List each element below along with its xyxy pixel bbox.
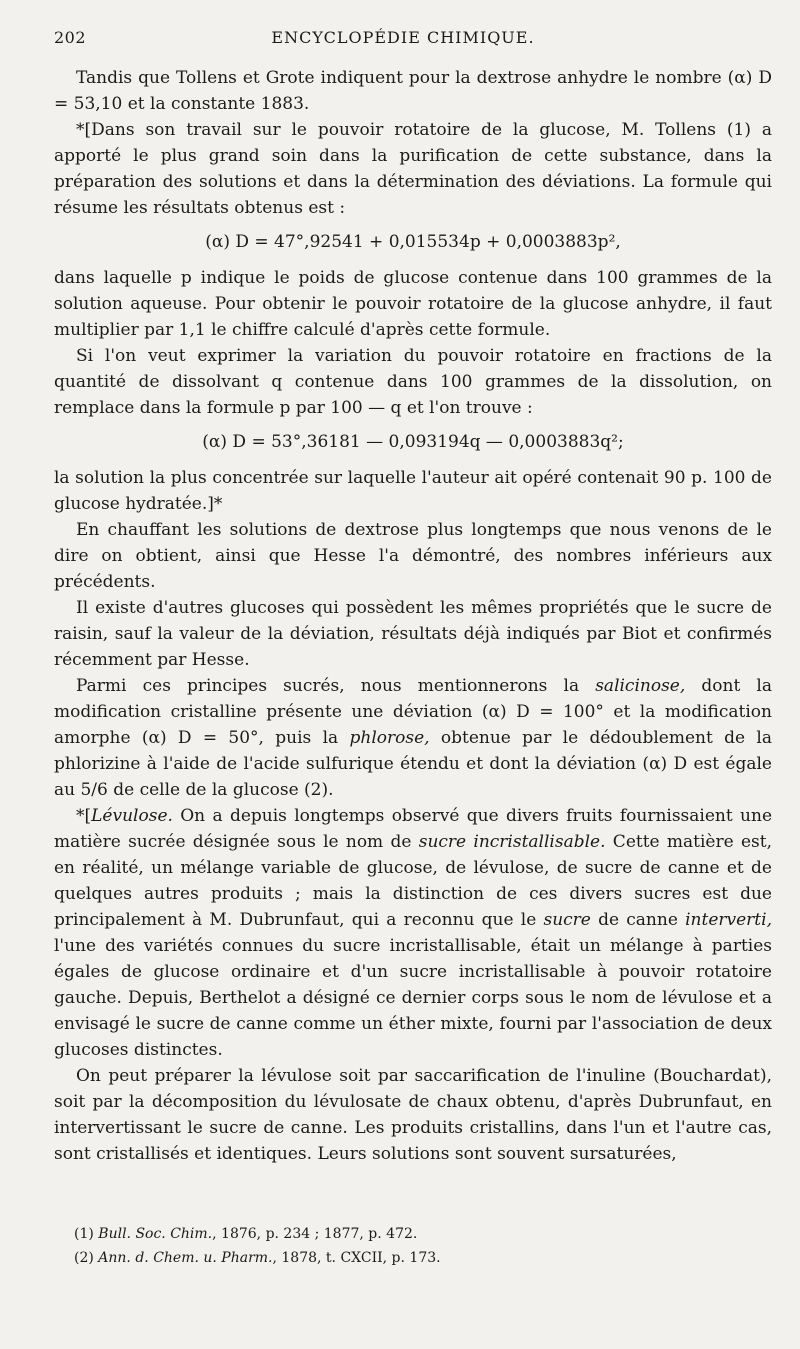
- footnote-number: (2): [74, 1250, 99, 1266]
- text-segment: Parmi ces principes sucrés, nous mentionnerons la: [76, 676, 596, 696]
- paragraph-salicinose-phlorose: [54, 673, 772, 803]
- paragraph-formula-explanation: dans laquelle p indique le poids de glucose contenue dans 100 grammes de la solution aqueuse. Pour obtenir le pouvoir rotatoire de la glucose anhydre, il faut multiplier par 1,1 le chiffre calculé d'après cette formule.: [54, 268, 772, 340]
- running-title: ENCYCLOPÉDIE CHIMIQUE.: [271, 28, 535, 47]
- text-segment: de canne: [590, 910, 686, 930]
- text-segment: On a depuis longtemps observé que divers fruits fournissaient une matière sucrée désignée sous le nom de: [54, 806, 772, 852]
- paragraph-levulose: [54, 803, 772, 1063]
- text-segment: obtenue par le dédoublement de la phlorizine à l'aide de l'acide sulfurique étendu et dont la déviation (α) D est égale au 5/6 de celle de la glucose (2).: [54, 728, 772, 800]
- paragraph-solvent-fraction: Si l'on veut exprimer la variation du pouvoir rotatoire en fractions de la quantité de dissolvant q contenue dans 100 grammes de la dissolution, on remplace dans la formule p par 100 — q et l'on trouve :: [54, 346, 772, 418]
- term-salicinose: salicinose,: [595, 676, 686, 696]
- footnote-1: [74, 1222, 441, 1246]
- paragraph-levulose-preparation: On peut préparer la lévulose soit par saccarification de l'inuline (Bouchardat), soit par la décomposition du lévulosate de chaux obtenu, d'après Dubrunfaut, en intervertissant le sucre de canne. Les produits cristallins, dans l'un et l'autre cas, sont cristallisés et identiques. Leurs solutions sont souvent sursaturées,: [54, 1066, 772, 1164]
- text-segment: l'une des variétés connues du sucre incristallisable, était un mélange à parties égales de glucose ordinaire et d'un sucre incristallisable à pouvoir rotatoire gauche. Depuis, Berthelot a désigné ce dernier corps sous le nom de lévulose et a envisagé le sucre de canne comme un éther mixte, fourni par l'association de deux glucoses distinctes.: [54, 936, 772, 1060]
- term-phlorose: phlorose,: [349, 728, 430, 748]
- term-sucre-incristallisable: sucre incristallisable.: [418, 832, 606, 852]
- term-interverti: interverti,: [685, 910, 772, 930]
- paragraph-other-glucoses: Il existe d'autres glucoses qui possèdent les mêmes propriétés que le sucre de raisin, sauf la valeur de la déviation, résultats déjà indiqués par Biot et confirmés récemment par Hesse.: [54, 598, 772, 670]
- footnote-2: [74, 1246, 441, 1270]
- text-segment: *[: [76, 806, 92, 826]
- paragraph-heating-solutions: En chauffant les solutions de dextrose plus longtemps que nous venons de le dire on obtient, ainsi que Hesse l'a démontré, des nombres inférieurs aux précédents.: [54, 520, 772, 592]
- footnote-journal: Bull. Soc. Chim.: [98, 1226, 213, 1242]
- page-number: 202: [54, 28, 87, 47]
- paragraph-tollens-grote: Tandis que Tollens et Grote indiquent pour la dextrose anhydre le nombre (α) D = 53,10 et la constante 1883.: [54, 68, 772, 114]
- text-segment: dont la modification cristalline présente une déviation (α) D = 100° et la modification amorphe (α) D = 50°, puis la: [54, 676, 772, 748]
- text-segment: Cette matière est, en réalité, un mélange variable de glucose, de lévulose, de sucre de canne et de quelques autres produits ; mais la distinction de ces divers sucres est due principalement à M. Dubrunfaut, qui a reconnu que le: [54, 832, 772, 930]
- footnote-number: (1): [74, 1226, 99, 1242]
- footnote-journal: Ann. d. Chem. u. Pharm.: [98, 1250, 273, 1266]
- formula-rotatory-power-p: (α) D = 47°,92541 + 0,015534p + 0,0003883p²,: [205, 232, 621, 252]
- paragraph-concentrated-solution: la solution la plus concentrée sur laquelle l'auteur ait opéré contenait 90 p. 100 de glucose hydratée.]*: [54, 468, 772, 514]
- page-header: [54, 28, 772, 47]
- page-body: [54, 65, 772, 1167]
- paragraph-tollens-work: *[Dans son travail sur le pouvoir rotatoire de la glucose, M. Tollens (1) a apporté le plus grand soin dans la purification de cette substance, dans la préparation des solutions et dans la détermination des déviations. La formule qui résume les résultats obtenus est :: [54, 120, 772, 218]
- formula-rotatory-power-q: (α) D = 53°,36181 — 0,093194q — 0,0003883q²;: [202, 432, 624, 452]
- term-levulose: Lévulose.: [91, 806, 173, 826]
- footnote-reference: , 1878, t. CXCII, p. 173.: [272, 1250, 441, 1266]
- footnotes: [74, 1222, 441, 1270]
- footnote-reference: , 1876, p. 234 ; 1877, p. 472.: [212, 1226, 418, 1242]
- term-sucre: sucre: [543, 910, 591, 930]
